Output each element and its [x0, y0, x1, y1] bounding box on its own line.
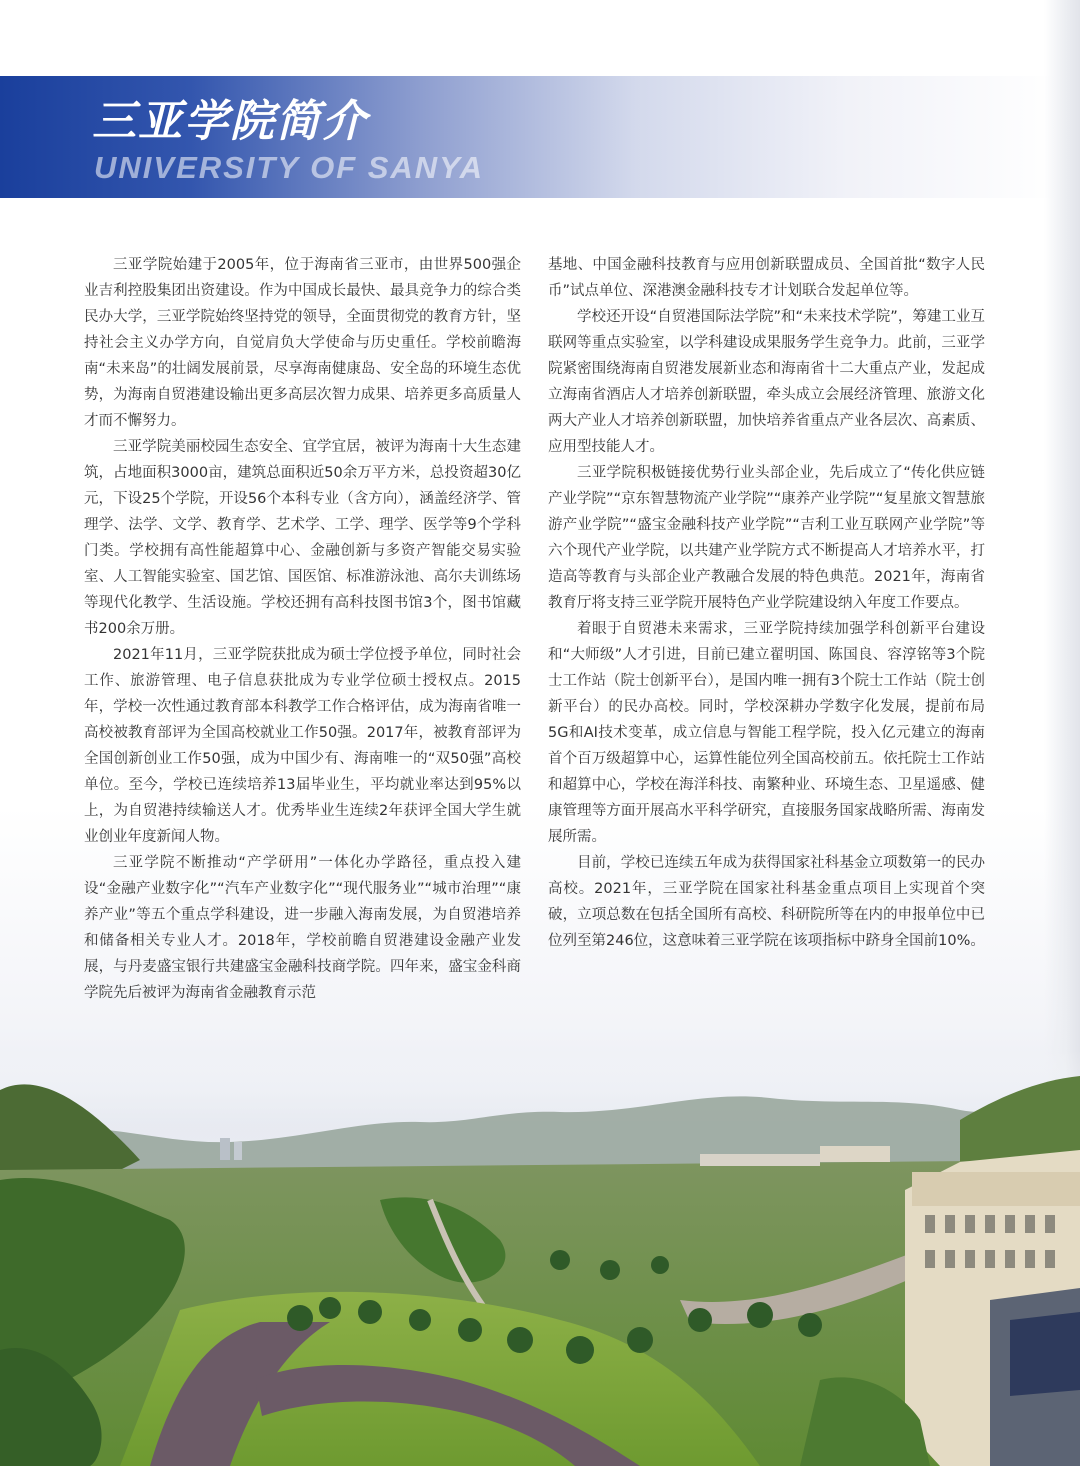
paragraph: 三亚学院积极链接优势行业头部企业，先后成立了“传化供应链产业学院”“京东智慧物流产业学院”“康养产业学院”“复星旅文智慧旅游产业学院”“盛宝金融科技产业学院”“吉利工业互联网产业学院”等六个现代产业学院，以共建产业学院方式不断提高人才培养水平，打造高等教育与头部企业产教融合发展的特色典范。2021年，海南省教育厅将支持三亚学院开展特色产业学院建设纳入年度工作要点。	[548, 465, 985, 611]
page-title: 三亚学院简介	[92, 96, 368, 147]
paragraph: 目前，学校已连续五年成为获得国家社科基金立项数第一的民办高校。2021年，三亚学院在国家社科基金重点项目上实现首个突破，立项总数在包括全国所有高校、科研院所等在内的申报单位中已位列至第246位，这意味着三亚学院在该项指标中跻身全国前10%。	[548, 855, 985, 949]
page-subtitle: UNIVERSITY OF SANYA	[94, 150, 484, 185]
left-column	[84, 252, 521, 1006]
paragraph: 2021年11月，三亚学院获批成为硕士学位授予单位，同时社会工作、旅游管理、电子信息获批成为专业学位硕士授权点。2015年，学校一次性通过教育部本科教学工作合格评估，成为海南省唯一高校被教育部评为全国高校就业工作50强。2017年，被教育部评为全国创新创业工作50强，成为中国少有、海南唯一的“双50强”高校单位。至今，学校已连续培养13届毕业生，平均就业率达到95%以上，为自贸港持续输送人才。优秀毕业生连续2年获评全国大学生就业创业年度新闻人物。	[84, 647, 521, 845]
paragraph: 三亚学院美丽校园生态安全、宜学宜居，被评为海南十大生态建筑，占地面积3000亩，建筑总面积近50余万平方米，总投资超30亿元，下设25个学院，开设56个本科专业（含方向），涵盖经济学、管理学、法学、文学、教育学、艺术学、工学、理学、医学等9个学科门类。学校拥有高性能超算中心、金融创新与多资产智能交易实验室、人工智能实验室、国艺馆、国医馆、标准游泳池、高尔夫训练场等现代化教学、生活设施。学校还拥有高科技图书馆3个，图书馆藏书200余万册。	[84, 439, 521, 637]
header-banner	[0, 76, 1060, 198]
paragraph: 三亚学院始建于2005年，位于海南省三亚市，由世界500强企业吉利控股集团出资建设。作为中国成长最快、最具竞争力的综合类民办大学，三亚学院始终坚持党的领导，全面贯彻党的教育方针，坚持社会主义办学方向，自觉肩负大学使命与历史重任。学校前瞻海南“未来岛”的壮阔发展前景，尽享海南健康岛、安全岛的环境生态优势，为海南自贸港建设输出更多高层次智力成果、培养更多高质量人才而不懈努力。	[84, 257, 521, 429]
paragraph: 着眼于自贸港未来需求，三亚学院持续加强学科创新平台建设和“大师级”人才引进，目前已建立翟明国、陈国良、容淳铭等3个院士工作站（院士创新平台），是国内唯一拥有3个院士工作站（院士创新平台）的民办高校。同时，学校深耕办学数字化发展，提前布局5G和AI技术变革，成立信息与智能工程学院，投入亿元建立的海南首个百万级超算中心，运算性能位列全国高校前五。依托院士工作站和超算中心，学校在海洋科技、南繁种业、环境生态、卫星遥感、健康管理等方面开展高水平科学研究，直接服务国家战略所需、海南发展所需。	[548, 621, 985, 845]
paragraph-continuation: 基地、中国金融科技教育与应用创新联盟成员、全国首批“数字人民币”试点单位、深港澳金融科技专才计划联合发起单位等。	[548, 257, 985, 299]
paragraph: 三亚学院不断推动“产学研用”一体化办学路径，重点投入建设“金融产业数字化”“汽车产业数字化”“现代服务业”“城市治理”“康养产业”等五个重点学科建设，进一步融入海南发展，为自贸港培养和储备相关专业人才。2018年，学校前瞻自贸港建设金融产业发展，与丹麦盛宝银行共建盛宝金融科技商学院。四年来，盛宝金科商学院先后被评为海南省金融教育示范	[84, 855, 521, 1001]
right-column	[548, 252, 985, 954]
paragraph: 学校还开设“自贸港国际法学院”和“未来技术学院”，筹建工业互联网等重点实验室，以学科建设成果服务学生竞争力。此前，三亚学院紧密围绕海南自贸港发展新业态和海南省十二大重点产业，发起成立海南省酒店人才培养创新联盟，牵头成立会展经济管理、旅游文化两大产业人才培养创新联盟，加快培养省重点产业各层次、高素质、应用型技能人才。	[548, 309, 985, 455]
campus-aerial-photo	[0, 1050, 1080, 1466]
